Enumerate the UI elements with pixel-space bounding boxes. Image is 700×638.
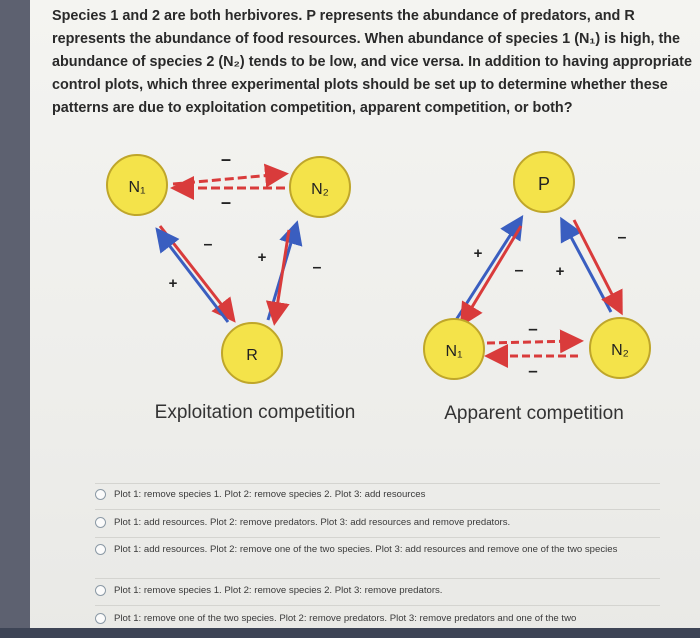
sign-minus-top: – xyxy=(220,149,232,169)
answer-option-3[interactable] xyxy=(95,543,640,556)
sign-minus-app-top: – xyxy=(528,319,538,338)
sign-plus-app-n1: + xyxy=(473,245,483,262)
divider xyxy=(95,537,660,538)
exploitation-competition-label: Exploitation competition xyxy=(154,402,356,423)
arrow-n2-to-p xyxy=(563,222,611,312)
node-p-label: P xyxy=(537,174,551,194)
arrow-n1-to-r xyxy=(160,226,232,318)
answer-option-2[interactable] xyxy=(95,516,675,529)
answer-option-1[interactable] xyxy=(95,488,675,501)
node-n2-label: N₂ xyxy=(311,181,329,198)
option-label: Plot 1: remove species 1. Plot 2: remove species 2. Plot 3: add resources xyxy=(114,489,426,500)
divider xyxy=(95,483,660,484)
arrow-app-n1-to-n2-dashed xyxy=(487,341,578,343)
arrow-n2-to-r xyxy=(275,230,289,320)
divider xyxy=(95,509,660,510)
sign-plus-n2: + xyxy=(257,249,267,266)
answer-option-5[interactable] xyxy=(95,612,675,625)
radio-button[interactable] xyxy=(95,544,106,555)
sign-minus-n2: – xyxy=(312,259,322,276)
radio-button[interactable] xyxy=(95,489,106,500)
option-label: Plot 1: remove one of the two species. Plot 2: remove predators. Plot 3: remove predators and one of the two xyxy=(114,613,577,624)
sign-plus-n1: + xyxy=(168,275,178,292)
sign-minus-app-bottom: – xyxy=(528,361,538,380)
node-n2-apparent-label: N₂ xyxy=(611,342,629,359)
sign-minus-n1: – xyxy=(203,236,213,253)
apparent-competition-label: Apparent competition xyxy=(444,403,624,424)
node-n1-apparent-label: N₁ xyxy=(445,343,463,360)
sign-plus-app-n2: + xyxy=(555,263,565,280)
question-text: Species 1 and 2 are both herbivores. P represents the abundance of predators, and R represents the abundance of food resources. When abundance of species 1 (N₁) is high, the abundance of species 2 (N₂) tends to be low, and vice versa. In addition to having appropriate control plots, which three experimental plots should be set up to determine whether these patterns are due to exploitation competition, apparent competition, or both? xyxy=(52,8,692,116)
arrow-n1-to-p xyxy=(456,220,520,320)
arrow-p-to-n2 xyxy=(574,220,620,310)
radio-button[interactable] xyxy=(95,585,106,596)
screen-edge xyxy=(0,628,700,638)
arrow-p-to-n1 xyxy=(463,226,521,322)
radio-button[interactable] xyxy=(95,613,106,624)
node-n1-label: N₁ xyxy=(128,179,146,196)
option-label: Plot 1: add resources. Plot 2: remove one of the two species. Plot 3: add resources and remove one of the two species xyxy=(114,544,618,555)
arrow-n1-to-n2-dashed xyxy=(173,174,283,184)
answer-option-4[interactable] xyxy=(95,584,675,597)
sign-minus-bottom: – xyxy=(220,192,232,212)
option-label: Plot 1: add resources. Plot 2: remove predators. Plot 3: add resources and remove predators. xyxy=(114,517,511,528)
node-r-label: R xyxy=(246,347,258,364)
option-label: Plot 1: remove species 1. Plot 2: remove species 2. Plot 3: remove predators. xyxy=(114,585,443,596)
divider xyxy=(95,578,660,579)
divider xyxy=(95,605,660,606)
radio-button[interactable] xyxy=(95,517,106,528)
sign-minus-app-n2: – xyxy=(617,229,627,246)
sign-minus-app-n1: – xyxy=(514,262,524,279)
